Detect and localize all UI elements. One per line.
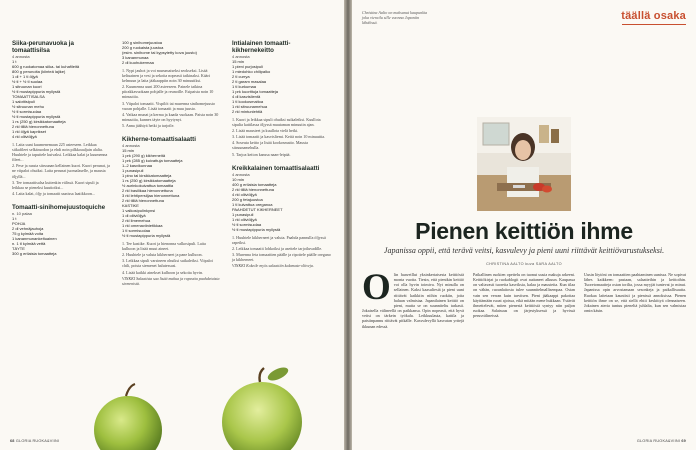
recipe-heading: Siika-perunavuoka ja tomaattisilsa bbox=[12, 40, 74, 54]
ingredient: 3 rkl lehtipersiljaa hienonnettuna bbox=[122, 193, 180, 199]
recipe-step: 4. Vatkaa munat ja kerma ja kaada vuokaan. Paista noin 30 minuuttia, kunnes täyte on hyytynyt. bbox=[122, 111, 219, 122]
prep-time: 1 t bbox=[12, 215, 17, 221]
servings: n. 10 palaa bbox=[12, 210, 32, 216]
ingredient: 2 rkl tilliä hienonnettuna bbox=[12, 124, 55, 129]
article-title: Pienen keittiön ihme bbox=[415, 218, 633, 244]
ingredient: 1–2 kasvikunnaa bbox=[122, 163, 153, 169]
spacer bbox=[12, 197, 110, 204]
servings: 4 annosta bbox=[122, 143, 140, 149]
ingredient: 1 valkosipulinkynsi bbox=[122, 208, 156, 214]
ingredient: 2 rkl tilliä hienonnettuna bbox=[232, 186, 275, 192]
recipe-tip: VINKKI Kokeile myös salaattiin kalamata-oliiveja. bbox=[232, 263, 314, 269]
ingredient: 1 pino tai kirsikkatomaatteja bbox=[122, 173, 172, 179]
ingredient: 2 rkl limemehua bbox=[122, 218, 151, 224]
recipe-step: 3. Murenna feta tomaattien päälle ja ripottele päälle oregano ja kikherneet. bbox=[232, 251, 331, 263]
servings: 4 annosta bbox=[232, 171, 250, 177]
recipe-column-2 bbox=[122, 40, 220, 286]
ingredient: n. 1 tl kylmää vettä bbox=[12, 240, 46, 246]
ingredient: 1 pieni purjosipuli bbox=[232, 64, 263, 69]
right-page-number: 69 bbox=[681, 439, 686, 443]
ingredient: ½ tl mustapippuria myllystä bbox=[12, 89, 61, 94]
recipe-step: 3. Leikkaa sipuli varsineen ohuiksi suikaleiksi. Viipaloi chili, poista siemenet halutessasi. bbox=[122, 258, 213, 269]
author-portrait-photo bbox=[477, 117, 571, 211]
recipe-step: 4. Laita kalat, öljy ja tomaatit uunissa laatikkoon... bbox=[12, 190, 95, 196]
ingredient: 200 g fetajuustoa bbox=[232, 196, 263, 202]
ingredient-group: TOMAATTISALSA bbox=[12, 94, 45, 99]
right-footer bbox=[637, 439, 686, 443]
recipe-step: 1. Nypi jauhot ja voi murumaiseksi seokseksi. Lisää keltuainen ja vesi ja sekoita nopeasti taikinaksi. Kääri kelmuun ja laita jääkaappiin noin 30 minuutiksi. bbox=[122, 68, 210, 84]
servings: 4 annosta bbox=[12, 54, 30, 59]
ingredient: 1 rkl oliiviöljyä bbox=[232, 216, 257, 222]
ingredient: 2 dl kuohukermaa bbox=[122, 60, 154, 65]
ingredient: 1 prk (285 g) kuivattuja tomaatteja bbox=[122, 158, 183, 164]
page-gutter bbox=[344, 0, 352, 450]
ingredient: ½ tl sormisuolaa bbox=[12, 109, 42, 114]
ingredient: ½ tl mustapippuria myllystä bbox=[122, 233, 171, 239]
left-footer bbox=[10, 439, 59, 443]
prep-time: 15 min bbox=[232, 59, 245, 64]
ingredient: 1 sitruunan kuori bbox=[12, 84, 42, 89]
ingredient: ½ tl sormisuolaa bbox=[232, 221, 262, 227]
ingredient: 1 rs (250 g) kirsikkatomaatteja bbox=[12, 119, 66, 124]
prep-time: 15 min bbox=[122, 148, 135, 154]
recipe-step: 2. Leikkaa tomaatit lohkoiksi ja asettele tarjoiluvadille. bbox=[232, 245, 323, 251]
recipe-step: 4. Soseuta keitto ja lisää kookosmaito. Mausta sitruunamehulla. bbox=[232, 140, 308, 151]
recipe-step: 3. Lisää tomaatit ja kasvisliemi. Keitä noin 10 minuuttia. bbox=[232, 134, 326, 140]
ingredient: 1 rs (250 g) kirsikkatomaatteja bbox=[122, 178, 176, 184]
ingredient: 1 tl kuivattua oreganoa bbox=[232, 201, 273, 207]
ingredient: ½ sitruunan mehu bbox=[12, 104, 45, 109]
recipe-step: 3. Tee tomaattisalsa kuitenkin välissä. Kuori sipuli ja leikkaa se pieneksi kuutioiksi... bbox=[12, 179, 99, 190]
article-byline: CHRISTINA AALTO kuva SARA AALTO bbox=[486, 262, 562, 266]
ingredient: 1 tl kurkumaa bbox=[232, 84, 257, 89]
ingredient: 3 kananmunaa bbox=[122, 55, 149, 60]
ingredient: 2 tl currya bbox=[232, 74, 250, 79]
ingredient: 75 g kylmää voita bbox=[12, 230, 44, 236]
ingredient: 1 punasipuli bbox=[232, 211, 254, 217]
article-body-column-1 bbox=[362, 267, 464, 329]
recipe-step: 4. Lisää kaikki ainekset kulhoon ja sekoita hyvin. bbox=[122, 269, 204, 275]
recipe-step: 2. Pese ja raasta sitruunan kellainen kuori. Kuori perunat, ja ne viipaloi ohuiksi. Laita perunat juomalaselle, ja mausta öljyllä... bbox=[12, 163, 110, 179]
ingredient: 1 rkl öljyä kaprikset bbox=[12, 129, 47, 134]
ingredient: 1 rkl omenaviinietikkaa bbox=[122, 223, 163, 229]
left-footer-brand: GLORIA RUOKA&VIINI bbox=[15, 439, 60, 443]
body-text-1: lin haaveillut yksinkertaisesta keittiöstä monta vuotta. Tiesin, että pienikin keittiö voi olla hyvin toimiva. Nyt minulla on sellainen. Kaksi kaasuliesiä ja pieni uuni riittävät kaikkiin niihin ruokiin, joita haluan valmistaa. Japanilainen keittiö on pieni, mutta se on suunniteltu tarkasti. Jokaisella välineellä on paikkansa. Opin nopeasti, että hyvä veitsi on tärkein työkalu. Leikkuulauta, kattila ja paistinpannu riittävät pitkälle. Kasvulevyllä kasvatan yrttejä ikkunan edessä. bbox=[362, 272, 464, 329]
ingredient: 1 miedohko chilipalko bbox=[232, 69, 271, 74]
ingredient: 200 g ruokaista juustoa bbox=[122, 45, 164, 50]
section-label: täällä osaka bbox=[621, 10, 686, 22]
ingredient: 2 tl garam masalaa bbox=[232, 79, 267, 84]
ingredient: 100 g sinihomejuustoa bbox=[122, 40, 163, 45]
spacer bbox=[122, 129, 220, 136]
article-body-column-2: Paikallinen ruokien opettelu on tuonut uusia makuja arkeeni. Keittiökirjat ja ruokablogit ovat auttaneet alkuun. Kaupassa on valtavasti tuoreita kasviksia, kalaa ja mausteita. Kun tilaa on vähän, ruoanlaitosta tulee suunnitelmallisempaa. Ostan vain sen verran kuin tarvitsen. Pieni jääkaappi pakottaa käyttämään ruoat ajoissa, eikä mitään mene hukkaan. Ystävät ihmettelevät, miten pienestä keittiöstä syntyy niin paljon ruokaa. Salaisuus on järjestyksessä ja hyvissä perusvälineissä. bbox=[473, 272, 575, 319]
ingredient: 4 dl kasvislientä bbox=[232, 94, 261, 99]
recipe-column-3 bbox=[232, 40, 332, 268]
ingredient: 800 g perunoita (kiinteä lajike) bbox=[12, 69, 66, 74]
photo-caption: Christina Aalto on maksanut kaupunkia joka vierailu sille vuonna Japaniin lähdössä. bbox=[362, 10, 428, 25]
article-dek: Japanissa oppii, että terävä veitsi, kasvulevy ja pieni uuni riittävät keittiövarustukseksi. bbox=[383, 246, 665, 255]
ingredient: 4 rkl oliiviöljyä bbox=[12, 134, 37, 139]
recipe-step: 2. Lisää mausteet ja kuullota vielä hetki. bbox=[232, 128, 299, 134]
left-page bbox=[0, 0, 344, 450]
ingredient: 300 g erilaisia tomaatteja bbox=[12, 250, 57, 256]
ingredient: 2 rkl mintunlehtiä bbox=[232, 109, 263, 114]
ingredient-group: POHJA bbox=[12, 220, 26, 226]
recipe-heading: Kikherne-tomaattisalaatti bbox=[122, 136, 196, 144]
ingredient: 1 rkl sitruunamehua bbox=[232, 104, 268, 109]
left-page-number: 68 bbox=[10, 439, 15, 443]
ingredient: 1 tl sormisuolaa bbox=[122, 228, 151, 234]
ingredient-group: KASTIKE bbox=[122, 203, 139, 209]
ingredient: 1 salottisipuli bbox=[12, 99, 35, 104]
article-body-column-3: Uusin löytöni on tomaattien paahtaminen uunissa. Ne sopivat lähes kaikkeen: pastaan, salaatteihin ja keittoihin. Tuoretomaatteja ostan torilta, jossa myyjät tuntevat jo minut. Japanissa opin arvostamaan sesonkeja ja paikallisuutta. Ruokaa laitetaan kauniisti ja pienissä annoksissa. Pienen keittiön ihme on se, että siellä ehtii keskittyä olennaiseen. Jokainen ateria tuntuu pieneltä juhlalta, kun sen valmistaa omin käsin. bbox=[584, 272, 686, 314]
recipe-heading: Tomaatti-sinihomejuustoquiche bbox=[12, 203, 106, 211]
ingredient: 1 dl oliiviöljyä bbox=[122, 213, 146, 219]
servings: 4 annosta bbox=[232, 54, 250, 59]
ingredient: 1 tl kookosmaitoa bbox=[232, 99, 264, 104]
ingredient: 1 dl + 1 tl öljyä bbox=[12, 74, 38, 79]
recipe-step: 1. Laita uuni kuumenemaan 225 asteeseen. Leikkaa siikafileet selkäruodon ja ehdi noin pilkkoaaljain alalta. Huuhtele ja taputtele kuivaksi. Leikkaa kalat ja kuumenna fileet... bbox=[12, 142, 108, 163]
ingredient: 2 rkl basilikaa hienonnettuna bbox=[122, 188, 173, 194]
recipe-step: 1. Huuhtele kikherneet ja valuta. Paahda pannulla öljyssä rapeiksi. bbox=[232, 234, 326, 245]
ingredient: ½ aurinkokuivattua tomaattia bbox=[122, 183, 174, 189]
ingredient: ½ tl mustapippuria myllystä bbox=[12, 114, 61, 119]
recipe-step: 5. Anna jäähtyä hetki ja tarjoile. bbox=[122, 122, 175, 128]
prep-time: 10 min bbox=[232, 176, 245, 182]
ingredient-group: PAAHDETUT KIKHERNEET bbox=[232, 206, 283, 212]
recipe-column-1 bbox=[12, 40, 110, 256]
recipe-step: 2. Kuumenna uuni 200 asteeseen. Painele taikina piirakkavuokaan pohjalle ja reunoille. Esipaista noin 10 minuuttia. bbox=[122, 84, 214, 100]
recipe-step: 1. Tee kastike. Kuori ja hienonna valkosipuli. Laita kulhoon ja lisää muut aineet. bbox=[122, 241, 206, 252]
ingredient: 400 g erilaisia tomaatteja bbox=[232, 181, 277, 187]
recipe-step: 1. Kuori ja leikkaa sipuli ohuiksi suikaleiksi. Kuullota sipulia kattilassa öljyssä muutaman minuutin ajan. bbox=[232, 117, 321, 128]
ingredient: ½ tl + ½ tl suolaa bbox=[12, 79, 43, 84]
section-underline bbox=[622, 24, 686, 25]
ingredient: 1 punasipuli bbox=[122, 168, 144, 174]
spacer bbox=[232, 158, 332, 165]
recipe-step: 2. Huuhtele ja valuta kikherneet ja pane kulhoon. bbox=[122, 252, 203, 258]
recipe-tip: VINKKI Salaatista saa lisää makua ja rapeutta paahdetuista siemenistä. bbox=[122, 275, 220, 286]
ingredient: 600 g ruokatomaa siika- tai kuhafileitä bbox=[12, 64, 80, 69]
ingredient: 1 kananmunankeltuainen bbox=[12, 235, 57, 241]
right-footer-brand: GLORIA RUOKA&VIINI bbox=[636, 439, 681, 443]
recipe-heading: Kreikkalainen tomaattisalaatti bbox=[232, 164, 320, 172]
prep-time: 1 t bbox=[12, 59, 17, 64]
green-apples-photo bbox=[68, 360, 318, 450]
drop-cap: O bbox=[362, 267, 391, 308]
ingredient: 2 dl vehnäjauhoja bbox=[12, 225, 44, 231]
recipe-step: 3. Viipaloi tomaatit. Vispilöi tai murenna sinihomejuusto vuoan pohjalle. Lisää tomaatit ja muu juusto. bbox=[122, 100, 216, 111]
ingredient: 1 prk (290 g) kikherneitä bbox=[122, 153, 166, 159]
right-page bbox=[352, 0, 696, 450]
recipe-step: 5. Tarjoa keiton kanssa naan-leipää. bbox=[232, 151, 291, 157]
recipe-heading: Intialainen tomaatti-kikhernekeitto bbox=[232, 40, 291, 54]
ingredient: (esim. sinihome tai kypsytetty kova juusto) bbox=[122, 50, 197, 55]
ingredient-group: TÄYTE bbox=[12, 245, 25, 251]
ingredient: 1 prk kuorittuja tomaatteja bbox=[232, 89, 279, 94]
ingredient: ½ tl mustapippuria myllystä bbox=[232, 226, 281, 232]
ingredient: 2 rkl tilliä hienonnettuna bbox=[122, 198, 165, 204]
ingredient: 4 rkl oliiviöljyä bbox=[232, 191, 257, 197]
